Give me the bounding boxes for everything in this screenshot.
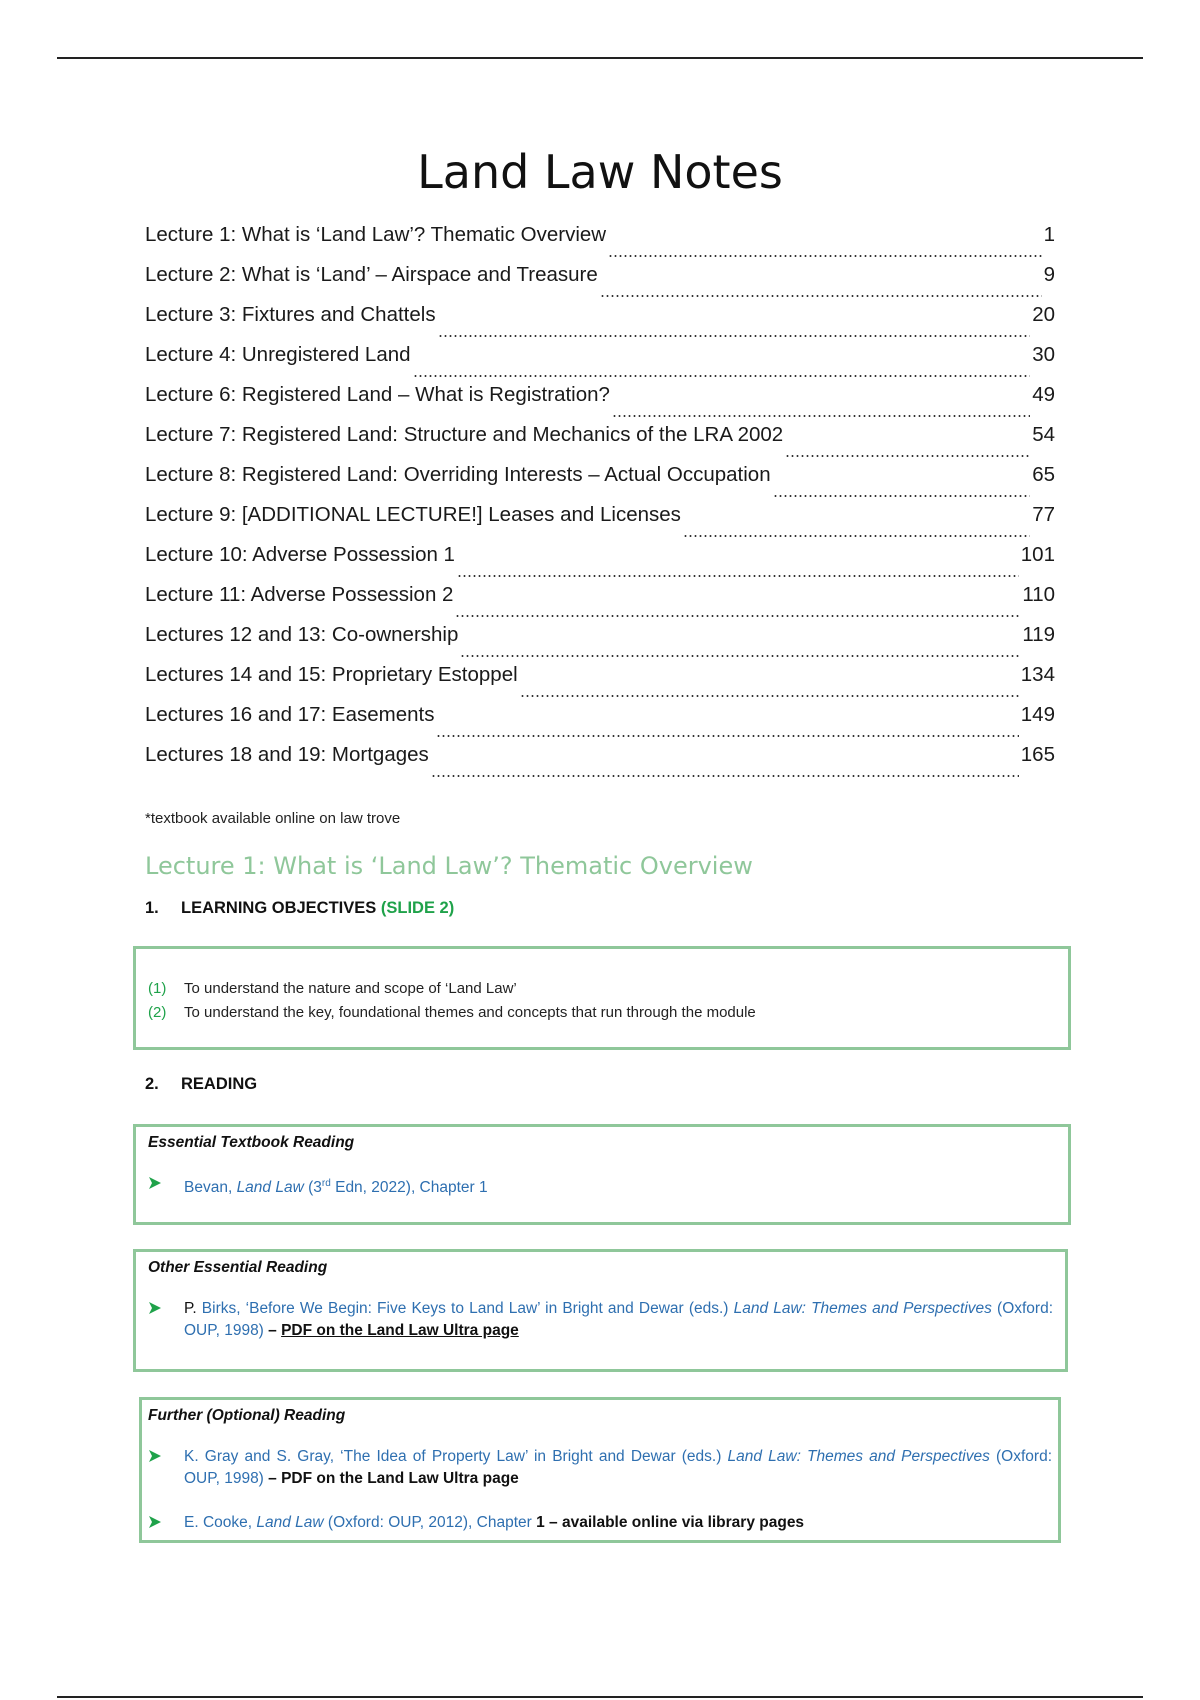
toc-entry-label: Lecture 9: [ADDITIONAL LECTURE!] Leases and Licenses xyxy=(145,503,681,526)
section-title: LEARNING OBJECTIVES xyxy=(181,899,377,917)
toc-dot-leader xyxy=(612,398,1030,418)
footnote: *textbook available online on law trove xyxy=(145,810,401,827)
objective-item xyxy=(148,1001,1056,1025)
toc-entry-page: 119 xyxy=(1022,623,1055,646)
arrow-bullet-icon xyxy=(148,1173,184,1199)
toc-dot-leader xyxy=(785,438,1030,458)
reading-citation: E. Cooke, Land Law (Oxford: OUP, 2012), Chapter 1 – available online via library pages xyxy=(184,1514,805,1531)
toc-entry-label: Lectures 18 and 19: Mortgages xyxy=(145,743,429,766)
toc-entry[interactable] xyxy=(145,743,1055,783)
toc-entry-label: Lecture 10: Adverse Possession 1 xyxy=(145,543,455,566)
reading-item xyxy=(148,1512,1052,1534)
objectives-box xyxy=(133,946,1071,1050)
toc-dot-leader xyxy=(520,678,1019,698)
toc-entry-label: Lecture 6: Registered Land – What is Registration? xyxy=(145,383,610,406)
toc-entry-page: 110 xyxy=(1022,583,1055,606)
arrow-bullet-icon xyxy=(148,1446,184,1490)
toc-entry[interactable] xyxy=(145,503,1055,543)
toc-dot-leader xyxy=(460,638,1020,658)
further-reading-box xyxy=(139,1397,1061,1543)
box-title: Essential Textbook Reading xyxy=(148,1134,355,1151)
toc-entry-label: Lecture 8: Registered Land: Overriding Interests – Actual Occupation xyxy=(145,463,771,486)
toc-entry-page: 30 xyxy=(1032,343,1055,366)
reading-item xyxy=(148,1173,1056,1199)
toc-entry[interactable] xyxy=(145,543,1055,583)
other-reading-box xyxy=(133,1249,1068,1372)
reading-item xyxy=(148,1446,1052,1490)
box-title: Other Essential Reading xyxy=(148,1259,328,1276)
toc-entry[interactable] xyxy=(145,703,1055,743)
toc-entry-label: Lectures 14 and 15: Proprietary Estoppel xyxy=(145,663,518,686)
section-reading xyxy=(145,1075,257,1094)
toc-dot-leader xyxy=(457,558,1019,578)
toc-dot-leader xyxy=(413,358,1031,378)
toc-entry-label: Lectures 16 and 17: Easements xyxy=(145,703,435,726)
toc-entry[interactable] xyxy=(145,383,1055,423)
toc-entry[interactable] xyxy=(145,263,1055,303)
toc-entry-page: 1 xyxy=(1043,223,1055,246)
toc-dot-leader xyxy=(431,758,1019,778)
reading-citation: K. Gray and S. Gray, ‘The Idea of Property Law’ in Bright and Dewar (eds.) Land Law: Themes and Perspectives (Oxford: OUP, 1998) – PDF on the Land Law Ultra page xyxy=(184,1448,1052,1487)
footer-rule xyxy=(57,1696,1143,1698)
section-title: READING xyxy=(181,1075,258,1093)
toc-entry-page: 65 xyxy=(1032,463,1055,486)
toc-entry-label: Lecture 7: Registered Land: Structure and Mechanics of the LRA 2002 xyxy=(145,423,784,446)
objective-item xyxy=(148,977,1056,1001)
essential-reading-box xyxy=(133,1124,1071,1225)
toc-entry-page: 20 xyxy=(1032,303,1055,326)
toc-dot-leader xyxy=(455,598,1020,618)
box-title: Further (Optional) Reading xyxy=(148,1407,346,1424)
toc-entry[interactable] xyxy=(145,463,1055,503)
toc-entry-page: 134 xyxy=(1020,663,1055,686)
toc-dot-leader xyxy=(438,318,1031,338)
toc-entry-label: Lecture 11: Adverse Possession 2 xyxy=(145,583,454,606)
toc-entry-page: 165 xyxy=(1020,743,1055,766)
slide-reference: (SLIDE 2) xyxy=(380,899,455,917)
arrow-bullet-icon xyxy=(148,1512,184,1534)
toc-dot-leader xyxy=(608,238,1042,258)
toc-entry-page: 77 xyxy=(1032,503,1055,526)
header-rule xyxy=(57,57,1143,59)
section-number: 2. xyxy=(145,1075,159,1093)
toc-entry-page: 9 xyxy=(1043,263,1055,286)
toc-entry-label: Lectures 12 and 13: Co-ownership xyxy=(145,623,459,646)
arrow-bullet-icon xyxy=(148,1298,184,1342)
toc-entry[interactable] xyxy=(145,223,1055,263)
objective-text: To understand the nature and scope of ‘Land Law’ xyxy=(184,980,517,997)
document-title: Land Law Notes xyxy=(417,145,783,199)
section-number: 1. xyxy=(145,899,159,917)
toc-dot-leader xyxy=(436,718,1018,738)
objective-text: To understand the key, foundational themes and concepts that run through the module xyxy=(184,1004,756,1021)
toc-entry-label: Lecture 3: Fixtures and Chattels xyxy=(145,303,436,326)
toc-entry-label: Lecture 1: What is ‘Land Law’? Thematic Overview xyxy=(145,223,607,246)
toc-entry[interactable] xyxy=(145,583,1055,623)
toc-dot-leader xyxy=(600,278,1042,298)
toc-entry-page: 101 xyxy=(1020,543,1055,566)
reading-citation: P. Birks, ‘Before We Begin: Five Keys to Land Law’ in Bright and Dewar (eds.) Land Law: Themes and Perspectives (Oxford: OUP, 1998) – PDF on the Land Law Ultra page xyxy=(184,1300,1054,1339)
toc-entry-page: 49 xyxy=(1032,383,1055,406)
toc-entry[interactable] xyxy=(145,623,1055,663)
toc-entry[interactable] xyxy=(145,663,1055,703)
toc-entry[interactable] xyxy=(145,423,1055,463)
toc-entry-page: 149 xyxy=(1020,703,1055,726)
toc-entry-page: 54 xyxy=(1032,423,1055,446)
objective-number: (1) xyxy=(148,980,167,997)
toc-entry[interactable] xyxy=(145,343,1055,383)
toc-entry[interactable] xyxy=(145,303,1055,343)
reading-citation: Bevan, Land Law (3rd Edn, 2022), Chapter 1 xyxy=(184,1178,488,1197)
toc-entry-label: Lecture 4: Unregistered Land xyxy=(145,343,411,366)
table-of-contents xyxy=(145,223,1055,783)
toc-dot-leader xyxy=(683,518,1030,538)
toc-entry-label: Lecture 2: What is ‘Land’ – Airspace and Treasure xyxy=(145,263,598,286)
toc-dot-leader xyxy=(773,478,1031,498)
reading-item xyxy=(148,1298,1053,1342)
objective-number: (2) xyxy=(148,1004,167,1021)
lecture-heading: Lecture 1: What is ‘Land Law’? Thematic Overview xyxy=(145,852,753,880)
section-learning-objectives xyxy=(145,899,454,918)
